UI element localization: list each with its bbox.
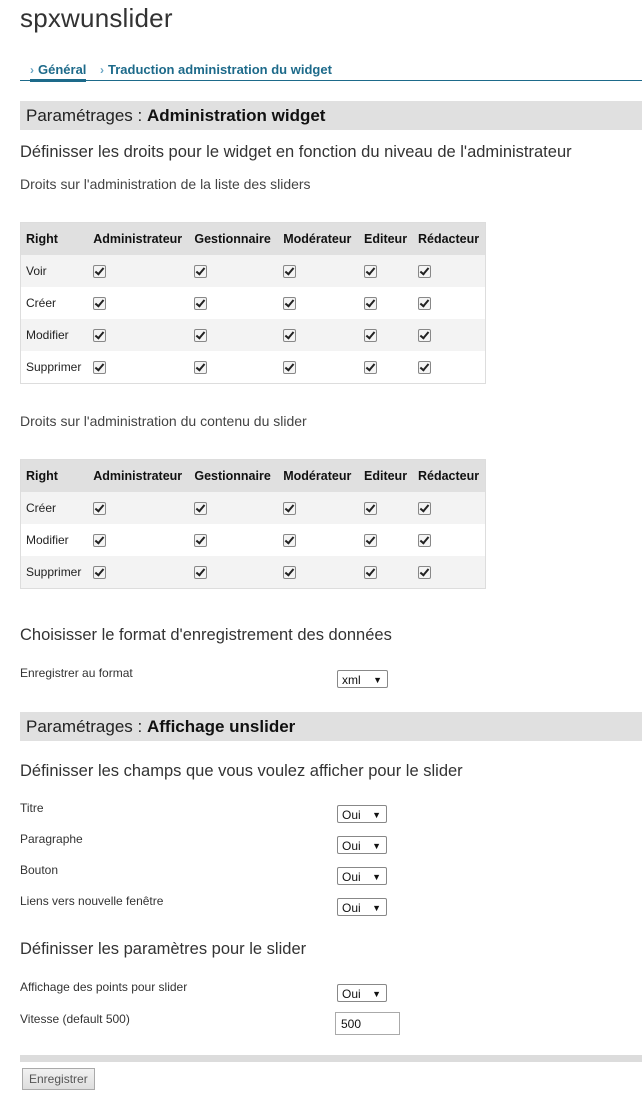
speed-input[interactable] [335,1012,400,1035]
footer-divider [20,1055,642,1062]
select-value: Oui [342,839,361,853]
section-prefix: Paramétrages : [26,717,143,736]
row-label: Modifier [21,524,89,556]
row-label: Supprimer [21,556,89,589]
permission-checkbox[interactable] [283,265,296,278]
column-header: Right [21,460,89,493]
permission-checkbox[interactable] [93,502,106,515]
fields-heading: Définisser les champs que vous voulez afficher pour le slider [20,762,463,780]
table-cell [88,556,189,589]
table-cell [359,319,413,351]
column-header: Modérateur [278,223,359,256]
table-header-row [21,223,486,256]
permission-checkbox[interactable] [364,502,377,515]
permission-checkbox[interactable] [364,361,377,374]
table-cell [359,556,413,589]
table-cell [189,287,278,319]
table-header-row [21,460,486,493]
format-select-value: xml [342,673,361,687]
column-header: Rédacteur [413,223,486,256]
table-cell [278,492,359,524]
table-cell [359,255,413,287]
field-label-liens: Liens vers nouvelle fenêtre [20,894,164,908]
speed-label: Vitesse (default 500) [20,1012,130,1026]
permission-checkbox[interactable] [418,361,431,374]
column-header: Editeur [359,460,413,493]
table-cell [189,255,278,287]
table-cell [189,492,278,524]
table-row [21,319,486,351]
row-label: Voir [21,255,89,287]
permission-checkbox[interactable] [418,329,431,342]
table-cell [413,492,486,524]
select-value: Oui [342,987,361,1001]
permission-checkbox[interactable] [283,534,296,547]
permission-checkbox[interactable] [194,566,207,579]
caret-down-icon: ▼ [372,841,381,851]
table-cell [88,351,189,384]
table-cell [359,351,413,384]
bouton-select[interactable] [337,867,387,885]
permission-checkbox[interactable] [418,534,431,547]
tab-label: Traduction administration du widget [108,62,332,77]
chevron-right-icon: › [30,63,34,77]
permission-checkbox[interactable] [283,297,296,310]
liens-select[interactable] [337,898,387,916]
table-cell [359,492,413,524]
table-cell [88,492,189,524]
table-cell [278,351,359,384]
table-cell [359,287,413,319]
table-cell [413,319,486,351]
tab-label: Général [38,62,87,77]
column-header: Rédacteur [413,460,486,493]
caret-down-icon: ▼ [373,675,382,685]
field-label-paragraphe: Paragraphe [20,832,83,846]
column-header: Right [21,223,89,256]
save-button[interactable]: Enregistrer [22,1068,95,1090]
column-header: Administrateur [88,460,189,493]
section-prefix: Paramétrages : [26,106,143,125]
table-cell [88,255,189,287]
dots-label: Affichage des points pour slider [20,980,188,994]
permission-checkbox[interactable] [194,329,207,342]
table-cell [359,524,413,556]
params-heading: Définisser les paramètres pour le slider [20,940,307,958]
table-cell [413,524,486,556]
permission-checkbox[interactable] [194,297,207,310]
table-cell [278,556,359,589]
permission-checkbox[interactable] [418,566,431,579]
caret-down-icon: ▼ [372,989,381,999]
table-cell [189,556,278,589]
slider-content-description: Droits sur l'administration du contenu du slider [20,413,307,429]
format-label: Enregistrer au format [20,666,133,680]
column-header: Gestionnaire [189,223,278,256]
permission-checkbox[interactable] [364,265,377,278]
table-cell [278,255,359,287]
caret-down-icon: ▼ [372,903,381,913]
section-header-admin [20,101,642,130]
column-header: Editeur [359,223,413,256]
permission-checkbox[interactable] [364,297,377,310]
admin-rights-heading: Définisser les droits pour le widget en fonction du niveau de l'administrateur [20,143,572,161]
field-label-titre: Titre [20,801,44,815]
table-row [21,351,486,384]
slider-content-rights-table [20,459,486,589]
row-label: Modifier [21,319,89,351]
table-cell [413,255,486,287]
permission-checkbox[interactable] [93,361,106,374]
table-cell [413,287,486,319]
format-select[interactable] [337,670,388,688]
page-title: spxwunslider [20,3,173,33]
row-label: Créer [21,287,89,319]
caret-down-icon: ▼ [372,810,381,820]
format-heading: Choisisser le format d'enregistrement des données [20,626,392,644]
row-label: Supprimer [21,351,89,384]
tab-bar [20,62,642,81]
permission-checkbox[interactable] [194,502,207,515]
tab-general[interactable] [30,62,86,82]
permission-checkbox[interactable] [283,329,296,342]
paragraphe-select[interactable] [337,836,387,854]
permission-checkbox[interactable] [283,566,296,579]
permission-checkbox[interactable] [194,265,207,278]
permission-checkbox[interactable] [93,297,106,310]
permission-checkbox[interactable] [194,361,207,374]
permission-checkbox[interactable] [418,265,431,278]
permission-checkbox[interactable] [418,297,431,310]
row-label: Créer [21,492,89,524]
section-title: Affichage unslider [146,717,296,736]
permission-checkbox[interactable] [364,534,377,547]
chevron-right-icon: › [100,63,104,77]
permission-checkbox[interactable] [418,502,431,515]
table-row [21,556,486,589]
table-cell [189,351,278,384]
column-header: Modérateur [278,460,359,493]
table-cell [189,319,278,351]
table-row [21,255,486,287]
section-header-display [20,712,642,741]
titre-select[interactable] [337,805,387,823]
sliders-list-rights-table [20,222,486,384]
table-cell [88,524,189,556]
column-header: Administrateur [88,223,189,256]
table-row [21,524,486,556]
select-value: Oui [342,808,361,822]
table-cell [278,319,359,351]
permission-checkbox[interactable] [364,329,377,342]
table-cell [189,524,278,556]
permission-checkbox[interactable] [93,265,106,278]
table-row [21,287,486,319]
column-header: Gestionnaire [189,460,278,493]
permission-checkbox[interactable] [283,361,296,374]
permission-checkbox[interactable] [283,502,296,515]
select-value: Oui [342,870,361,884]
field-label-bouton: Bouton [20,863,59,877]
table-cell [278,287,359,319]
sliders-list-description: Droits sur l'administration de la liste des sliders [20,176,311,192]
permission-checkbox[interactable] [93,329,106,342]
table-cell [88,319,189,351]
caret-down-icon: ▼ [372,872,381,882]
table-cell [88,287,189,319]
table-cell [413,556,486,589]
table-cell [278,524,359,556]
dots-select[interactable] [337,984,387,1002]
table-row [21,492,486,524]
permission-checkbox[interactable] [194,534,207,547]
permission-checkbox[interactable] [364,566,377,579]
tab-translation[interactable] [100,62,332,77]
permission-checkbox[interactable] [93,534,106,547]
section-title: Administration widget [146,106,326,125]
permission-checkbox[interactable] [93,566,106,579]
table-cell [413,351,486,384]
select-value: Oui [342,901,361,915]
